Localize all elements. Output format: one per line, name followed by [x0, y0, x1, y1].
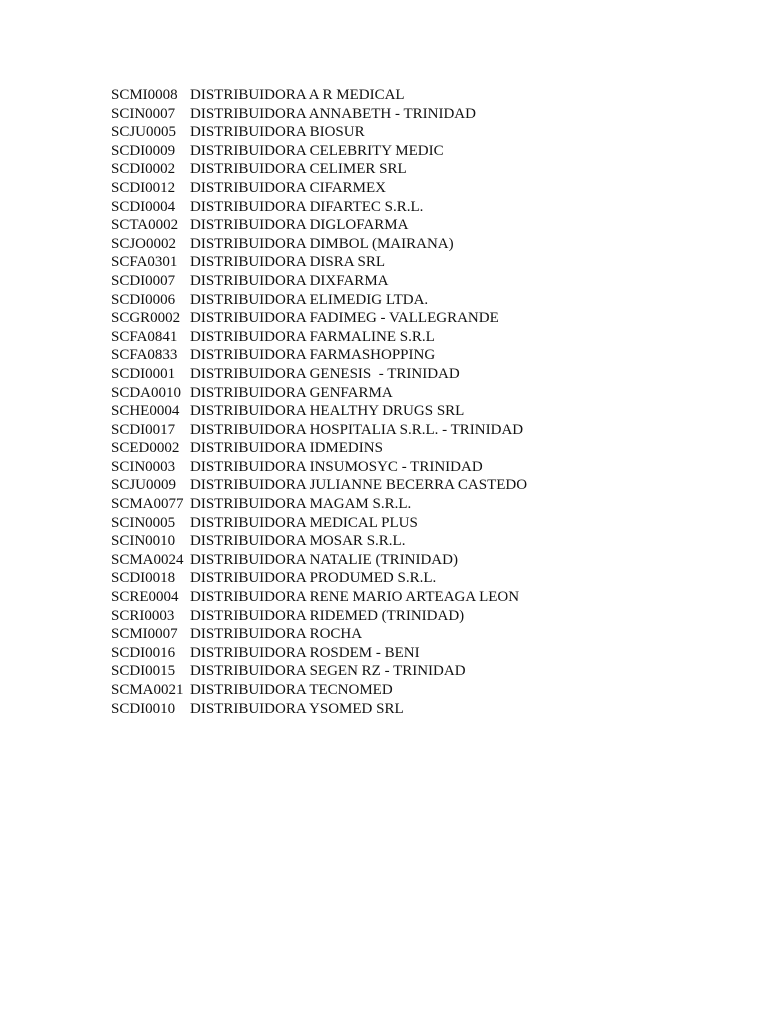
list-item [111, 198, 527, 217]
distributor-name: DISTRIBUIDORA YSOMED SRL [190, 700, 404, 717]
list-item [111, 588, 527, 607]
list-item [111, 476, 527, 495]
distributor-code: SCJU0009 [111, 477, 177, 494]
distributor-code: SCDI0004 [111, 198, 176, 215]
distributor-name: DISTRIBUIDORA MOSAR S.R.L. [190, 533, 406, 550]
distributor-code: SCJO0002 [111, 235, 177, 252]
list-item [111, 662, 527, 681]
list-item [111, 123, 527, 142]
distributor-name: DISTRIBUIDORA DIXFARMA [190, 272, 389, 289]
distributor-name: DISTRIBUIDORA TECNOMED [190, 682, 393, 698]
distributor-code: SCMI0008 [111, 87, 178, 103]
distributor-code: SCMA0024 [111, 551, 184, 568]
distributor-name: DISTRIBUIDORA CELIMER SRL [190, 161, 407, 178]
distributor-name: DISTRIBUIDORA MAGAM S.R.L. [190, 496, 412, 513]
distributor-code: SCRI0003 [111, 607, 175, 624]
distributor-name: DISTRIBUIDORA DIFARTEC S.R.L. [190, 198, 424, 215]
list-item [111, 346, 527, 365]
distributor-code: SCDI0001 [111, 365, 176, 382]
distributor-code: SCFA0833 [111, 347, 178, 364]
list-item [111, 439, 527, 458]
distributor-name: DISTRIBUIDORA ELIMEDIG LTDA. [190, 291, 429, 308]
distributor-name: DISTRIBUIDORA JULIANNE BECERRA CASTEDO [190, 477, 528, 494]
list-item [111, 328, 527, 347]
distributor-name: DISTRIBUIDORA RIDEMED (TRINIDAD) [190, 607, 465, 624]
distributor-name: DISTRIBUIDORA CELEBRITY MEDIC [190, 142, 444, 159]
list-item [111, 384, 527, 403]
distributor-code: SCIN0007 [111, 105, 176, 122]
distributor-name: DISTRIBUIDORA ROSDEM - BENI [190, 644, 420, 661]
distributor-code: SCED0002 [111, 440, 180, 457]
distributor-code: SCHE0004 [111, 403, 180, 420]
list-item [111, 625, 527, 644]
distributor-code: SCDI0012 [111, 179, 176, 196]
list-item [111, 291, 527, 310]
list-item [111, 495, 527, 514]
distributor-code: SCJU0005 [111, 124, 177, 141]
list-item [111, 105, 527, 124]
distributor-name: DISTRIBUIDORA NATALIE (TRINIDAD) [190, 551, 458, 568]
distributor-name: DISTRIBUIDORA CIFARMEX [190, 179, 386, 196]
distributor-name: DISTRIBUIDORA MEDICAL PLUS [190, 514, 418, 531]
distributor-code: SCIN0010 [111, 533, 176, 550]
list-item [111, 142, 527, 161]
distributor-name: DISTRIBUIDORA FARMALINE S.R.L [190, 328, 435, 345]
distributor-code: SCDI0006 [111, 291, 176, 308]
list-item [111, 644, 527, 663]
distributor-name: DISTRIBUIDORA DIGLOFARMA [190, 217, 409, 234]
list-item [111, 216, 527, 235]
distributor-code: SCMA0077 [111, 496, 184, 513]
list-item [111, 551, 527, 570]
distributor-code: SCDI0015 [111, 663, 176, 680]
list-item [111, 700, 527, 719]
distributor-code: SCIN0005 [111, 514, 176, 531]
list-item [111, 365, 527, 384]
distributor-name: DISTRIBUIDORA FARMASHOPPING [190, 347, 436, 364]
distributor-code: SCDI0010 [111, 700, 176, 717]
distributor-name: DISTRIBUIDORA RENE MARIO ARTEAGA LEON [190, 589, 520, 606]
distributor-code: SCDA0010 [111, 384, 182, 401]
distributor-code: SCDI0009 [111, 142, 176, 159]
distributor-code: SCDI0016 [111, 644, 176, 661]
distributor-code: SCGR0002 [111, 310, 181, 327]
list-item [111, 458, 527, 477]
distributor-name: DISTRIBUIDORA ANNABETH - TRINIDAD [190, 105, 476, 122]
distributor-list [111, 86, 527, 718]
distributor-name: DISTRIBUIDORA IDMEDINS [190, 440, 383, 457]
list-item [111, 607, 527, 626]
distributor-name: DISTRIBUIDORA PRODUMED S.R.L. [190, 570, 437, 587]
list-item [111, 514, 527, 533]
distributor-name: DISTRIBUIDORA GENESIS - TRINIDAD [190, 365, 460, 382]
list-item [111, 309, 527, 328]
distributor-code: SCDI0017 [111, 421, 176, 438]
distributor-name: DISTRIBUIDORA GENFARMA [190, 384, 393, 401]
distributor-code: SCMI0007 [111, 626, 178, 643]
list-item [111, 402, 527, 421]
list-item [111, 421, 527, 440]
list-item [111, 532, 527, 551]
distributor-code: SCFA0301 [111, 254, 178, 271]
list-item [111, 235, 527, 254]
list-item [111, 179, 527, 198]
list-item [111, 272, 527, 291]
distributor-name: DISTRIBUIDORA FADIMEG - VALLEGRANDE [190, 310, 499, 327]
distributor-code: SCDI0002 [111, 161, 176, 178]
distributor-name: DISTRIBUIDORA HEALTHY DRUGS SRL [190, 403, 465, 420]
distributor-code: SCDI0007 [111, 272, 176, 289]
distributor-code: SCRE0004 [111, 589, 179, 606]
distributor-code: SCFA0841 [111, 328, 178, 345]
list-item [111, 86, 527, 105]
distributor-name: DISTRIBUIDORA A R MEDICAL [190, 87, 405, 103]
distributor-name: DISTRIBUIDORA SEGEN RZ - TRINIDAD [190, 663, 466, 680]
list-item [111, 681, 527, 700]
distributor-name: DISTRIBUIDORA ROCHA [190, 626, 363, 643]
distributor-code: SCIN0003 [111, 458, 176, 475]
distributor-code: SCMA0021 [111, 682, 184, 698]
list-item [111, 569, 527, 588]
distributor-name: DISTRIBUIDORA INSUMOSYC - TRINIDAD [190, 458, 483, 475]
list-item [111, 160, 527, 179]
distributor-code: SCDI0018 [111, 570, 176, 587]
list-item [111, 253, 527, 272]
distributor-name: DISTRIBUIDORA DISRA SRL [190, 254, 386, 271]
distributor-name: DISTRIBUIDORA BIOSUR [190, 124, 365, 141]
distributor-name: DISTRIBUIDORA DIMBOL (MAIRANA) [190, 235, 454, 252]
distributor-code: SCTA0002 [111, 217, 179, 234]
distributor-name: DISTRIBUIDORA HOSPITALIA S.R.L. - TRINIDAD [190, 421, 524, 438]
